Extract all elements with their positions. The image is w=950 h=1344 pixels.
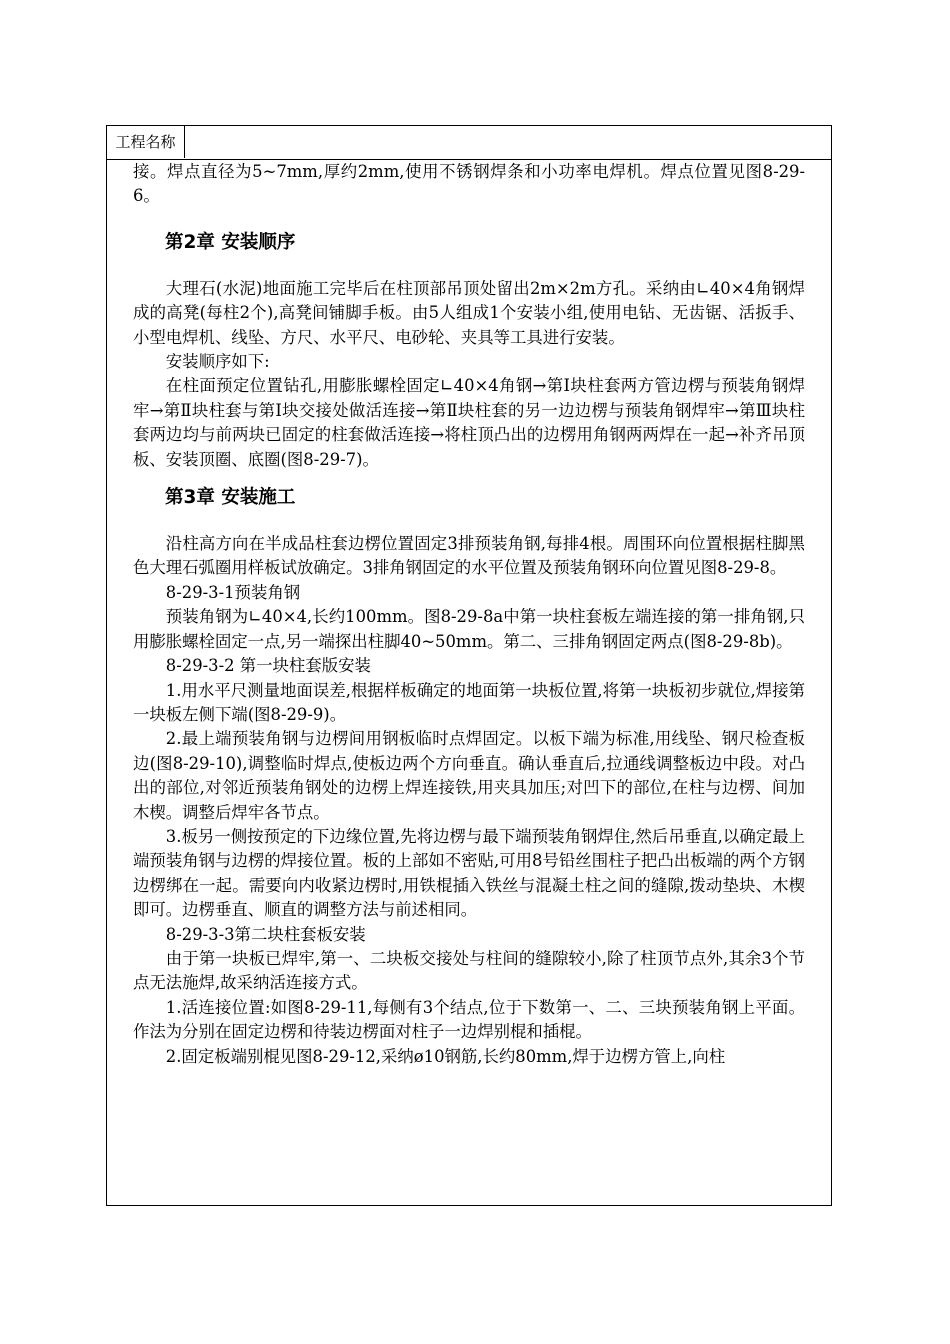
chapter-2-paragraph-2: 安装顺序如下:	[165, 352, 270, 372]
section-8-29-3-2-title: 8-29-3-2 第一块柱套版安装	[165, 656, 371, 676]
intro-continuation: 接。焊点直径为5~7mm,厚约2mm,使用不锈钢焊条和小功率电焊机。焊点位置见图8-29-6。	[133, 162, 805, 206]
chapter-2-heading: 第2章 安装顺序	[165, 231, 296, 253]
project-name-label: 工程名称	[107, 126, 185, 158]
chapter-3-paragraph-3: 预装角钢为∟40×4,长约100mm。图8-29-8a中第一块柱套板左端连接的第一排角钢,只用膨胀螺栓固定一点,另一端探出柱脚40~50mm。第二、三排角钢固定两点(图8-29-8b)。	[133, 607, 805, 651]
header-row	[107, 126, 831, 160]
chapter-3-paragraph-1: 沿柱高方向在半成品柱套边楞位置固定3排预装角钢,每排4根。周围环向位置根据柱脚黑色大理石弧圈用样板试放确定。3排角钢固定的水平位置及预装角钢环向位置见图8-29-8。	[133, 534, 805, 578]
document-body	[133, 160, 805, 1069]
chapter-3-heading: 第3章 安装施工	[165, 487, 296, 509]
chapter-3-paragraph-10: 1.活连接位置:如图8-29-11,每侧有3个结点,位于下数第一、二、三块预装角钢上平面。作法为分别在固定边楞和待装边楞面对柱子一边焊别棍和插棍。	[133, 997, 805, 1042]
chapter-2-paragraph-1: 大理石(水泥)地面施工完毕后在柱顶部吊顶处留出2m×2m方孔。采纳由∟40×4角钢焊成的高凳(每柱2个),高凳间铺脚手板。由5人组成1个安装小组,使用电钻、无齿锯、活扳手、小型电焊机、线坠、方尺、水平尺、电砂轮、夹具等工具进行安装。	[133, 278, 805, 347]
chapter-3-paragraph-6: 2.最上端预装角钢与边楞间用钢板临时点焊固定。以板下端为标准,用线坠、钢尺检查板边(图8-29-10),调整临时焊点,使板边两个方向垂直。确认垂直后,拉通线调整板边中段。对凸出的部位,对邻近预装角钢处的边楞上焊连接铁,用夹具加压;对凹下的部位,在柱与边楞、间加木楔。调整后焊牢各节点。	[133, 729, 805, 822]
chapter-3-paragraph-9: 由于第一块板已焊牢,第一、二块板交接处与柱间的缝隙较小,除了柱顶节点外,其余3个节点无法施焊,故采纳活连接方式。	[133, 948, 805, 993]
project-name-value	[185, 126, 831, 158]
document-frame	[106, 125, 832, 1206]
chapter-3-paragraph-5: 1.用水平尺测量地面误差,根据样板确定的地面第一块板位置,将第一块板初步就位,焊接第一块板左侧下端(图8-29-9)。	[133, 680, 805, 724]
chapter-2-paragraph-3: 在柱面预定位置钻孔,用膨胀螺栓固定∟40×4角钢→第Ⅰ块柱套两方管边楞与预装角钢焊牢→第Ⅱ块柱套与第Ⅰ块交接处做活连接→第Ⅱ块柱套的另一边边楞与预装角钢焊牢→第Ⅲ块柱套两边均与前两块已固定的柱套做活连接→将柱顶凸出的边楞用角钢两两焊在一起→补齐吊顶板、安装顶圈、底圈(图8-29-7)。	[133, 376, 805, 469]
chapter-3-paragraph-11: 2.固定板端别棍见图8-29-12,采纳ø10钢筋,长约80mm,焊于边楞方管上,向柱	[165, 1046, 726, 1066]
section-8-29-3-1-title: 8-29-3-1预装角钢	[165, 582, 301, 602]
chapter-3-paragraph-7: 3.板另一侧按预定的下边缘位置,先将边楞与最下端预装角钢焊住,然后吊垂直,以确定最上端预装角钢与边楞的焊接位置。板的上部如不密贴,可用8号铅丝围柱子把凸出板端的两个方钢边楞绑在一起。需要向内收紧边楞时,用铁棍插入铁丝与混凝土柱之间的缝隙,拨动垫块、木楔即可。边楞垂直、顺直的调整方法与前述相同。	[133, 826, 805, 920]
section-8-29-3-3-title: 8-29-3-3第二块柱套板安装	[165, 924, 366, 944]
